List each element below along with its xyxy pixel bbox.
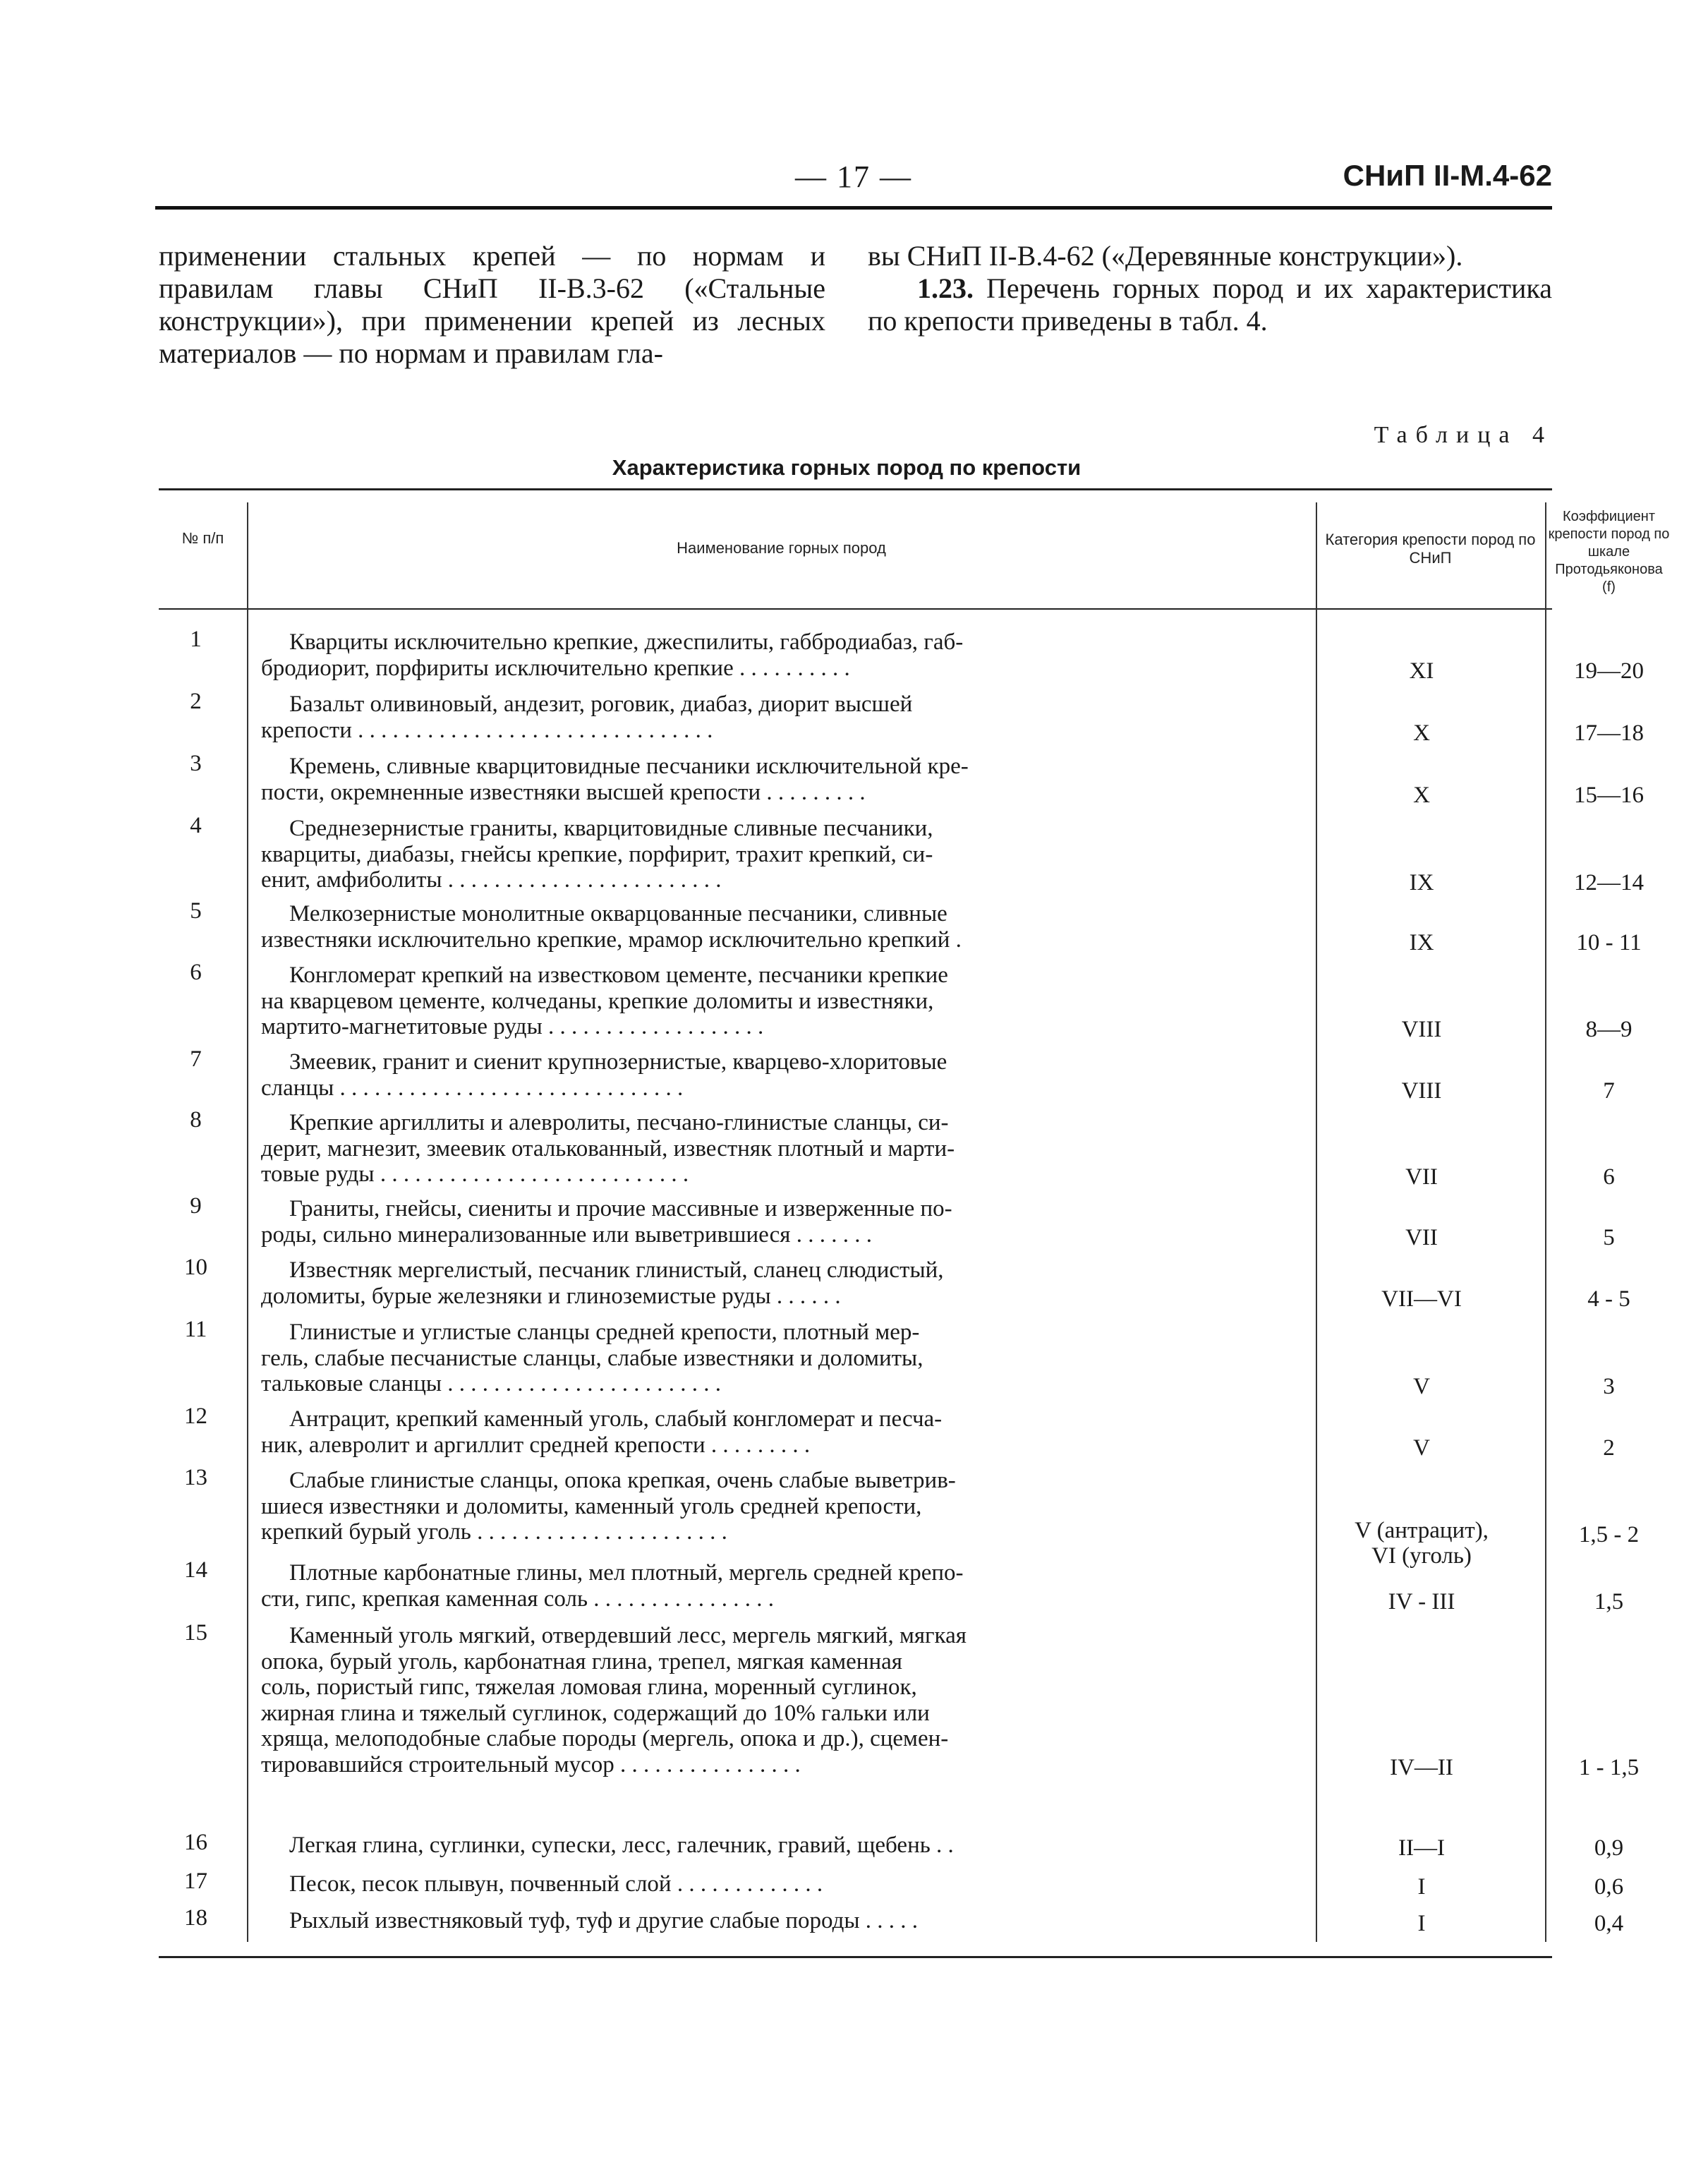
intro-right-column [868, 240, 1552, 337]
rock-name-line: товые руды . . . . . . . . . . . . . . . . . . . . . . . . . . . [261, 1161, 689, 1187]
rock-name-line: крепкий бурый уголь . . . . . . . . . . . . . . . . . . . . . . [261, 1519, 727, 1545]
row-number: 3 [190, 751, 202, 776]
rock-name-line: Слабые глинистые сланцы, опока крепкая, очень слабые выветрив- [289, 1468, 956, 1493]
rock-name-line: опока, бурый уголь, карбонатная глина, трепел, мягкая каменная [261, 1648, 902, 1674]
rock-name-line: Граниты, гнейсы, сиениты и прочие массивные и изверженные по- [289, 1196, 952, 1221]
rock-name-line: Базальт оливиновый, андезит, роговик, диабаз, диорит высшей [289, 692, 913, 717]
row-number: 13 [184, 1465, 207, 1490]
rock-name [261, 1560, 1295, 1612]
rock-name [261, 1908, 1295, 1934]
rock-name-line: Конгломерат крепкий на известковом цементе, песчаники крепкие [289, 962, 948, 988]
rock-name [261, 1257, 1295, 1309]
document-code: СНиП II-М.4-62 [1343, 159, 1552, 192]
rock-name [261, 816, 1295, 893]
strength-coefficient: 4 - 5 [1587, 1286, 1630, 1312]
row-number: 12 [184, 1404, 207, 1429]
strength-coefficient: 3 [1603, 1374, 1615, 1399]
rock-name-line: Рыхлый известняковый туф, туф и другие слабые породы . . . . . [289, 1908, 919, 1933]
row-number: 6 [190, 960, 202, 985]
strength-coefficient: 0,4 [1594, 1911, 1624, 1936]
rock-name [261, 1049, 1295, 1101]
rock-name [261, 629, 1295, 681]
row-number: 18 [184, 1905, 207, 1931]
intro-right-paragraph-2 [868, 272, 1552, 337]
strength-coefficient: 12—14 [1574, 870, 1644, 895]
rock-name-line: Змеевик, гранит и сиенит крупнозернистые, кварцево-хлоритовые [289, 1049, 947, 1075]
strength-coefficient: 1,5 [1594, 1588, 1624, 1614]
rock-name-line: на кварцевом цементе, колчеданы, крепкие доломиты и известняки, [261, 988, 934, 1014]
rock-name-line: мартито-магнетитовые руды . . . . . . . . . . . . . . . . . . . [261, 1014, 764, 1039]
row-number: 8 [190, 1107, 202, 1133]
intro-text [159, 240, 1552, 374]
strength-coefficient: 8—9 [1585, 1017, 1633, 1042]
rock-name-line: Кварциты исключительно крепкие, джеспилиты, габбродиабаз, габ- [289, 629, 964, 655]
rock-name-line: Плотные карбонатные глины, мел плотный, мергель средней крепо- [289, 1560, 964, 1586]
row-number: 11 [184, 1317, 207, 1342]
strength-coefficient: 19—20 [1574, 658, 1644, 684]
rock-name [261, 1833, 1295, 1859]
strength-category: VIII [1401, 1017, 1442, 1042]
page-number: — 17 — [795, 159, 912, 194]
rock-name-line: дерит, магнезит, змеевик оталькованный, известняк плотный и марти- [261, 1135, 955, 1161]
strength-category: V (антрацит), VI (уголь) [1355, 1518, 1489, 1569]
header-category: Категория крепости пород по СНиП [1325, 531, 1536, 567]
strength-category: IX [1409, 870, 1434, 895]
column-rule-2 [1316, 502, 1317, 1942]
strength-category: IX [1409, 929, 1434, 955]
rock-name-line: Кремень, сливные кварцитовидные песчаники исключительной кре- [289, 754, 969, 779]
strength-category: IV - III [1388, 1588, 1455, 1614]
rock-name-line: ник, алевролит и аргиллит средней крепости . . . . . . . . . [261, 1432, 811, 1458]
table-label: Таблица 4 [1374, 422, 1553, 448]
row-number: 1 [190, 627, 202, 652]
row-number: 2 [190, 689, 202, 714]
strength-category: VII—VI [1381, 1286, 1462, 1312]
strength-coefficient: 5 [1603, 1224, 1615, 1250]
rock-name-line: Антрацит, крепкий каменный уголь, слабый конгломерат и песча- [289, 1406, 943, 1432]
row-number: 7 [190, 1046, 202, 1072]
rock-name-line: бродиорит, порфириты исключительно крепкие . . . . . . . . . . [261, 655, 850, 681]
row-number: 15 [184, 1620, 207, 1646]
rock-name-line: крепости . . . . . . . . . . . . . . . . . . . . . . . . . . . . . . . [261, 717, 713, 743]
rock-name-line: тировавшийся строительный мусор . . . . . . . . . . . . . . . . [261, 1751, 801, 1777]
intro-right-paragraph-1: вы СНиП II-В.4-62 («Деревянные конструкции»). [868, 240, 1463, 272]
strength-category: X [1413, 720, 1430, 746]
column-rule-1 [247, 502, 248, 1942]
strength-category: VII [1405, 1164, 1438, 1190]
rock-name-line: пости, окремненные известняки высшей крепости . . . . . . . . . [261, 779, 866, 805]
rock-name-line: Легкая глина, суглинки, супески, лесс, галечник, гравий, щебень . . [289, 1833, 954, 1858]
rock-name-line: известняки исключительно крепкие, мрамор исключительно крепкий . [261, 926, 962, 953]
rock-name-line: шиеся известняки и доломиты, каменный уголь средней крепости, [261, 1493, 922, 1519]
strength-coefficient: 0,6 [1594, 1874, 1624, 1900]
header-coefficient: Коэффициент крепости пород по шкале Протодьяконова (f) [1548, 509, 1670, 595]
rock-name-line: сти, гипс, крепкая каменная соль . . . . . . . . . . . . . . . . [261, 1586, 775, 1612]
row-number: 17 [184, 1869, 207, 1894]
rock-name-line: енит, амфиболиты . . . . . . . . . . . . . . . . . . . . . . . . [261, 867, 722, 893]
table-header-rule [159, 608, 1552, 610]
rock-name-line: тальковые сланцы . . . . . . . . . . . . . . . . . . . . . . . . [261, 1371, 722, 1396]
rock-name [261, 1468, 1295, 1545]
strength-category: II—I [1398, 1835, 1445, 1861]
rock-name [261, 754, 1295, 805]
rock-name [261, 962, 1295, 1040]
strength-coefficient: 0,9 [1594, 1835, 1624, 1861]
strength-coefficient: 6 [1603, 1164, 1615, 1190]
row-number: 16 [184, 1830, 207, 1855]
rock-name-line: гель, слабые песчанистые сланцы, слабые известняки и доломиты, [261, 1345, 923, 1371]
header-rock-name: Наименование горных пород [677, 539, 886, 557]
strength-category: XI [1409, 658, 1434, 684]
rock-name [261, 1871, 1295, 1897]
strength-category: V [1413, 1435, 1430, 1461]
strength-coefficient: 1,5 - 2 [1578, 1522, 1640, 1547]
rock-name-line: роды, сильно минерализованные или выветрившиеся . . . . . . . [261, 1221, 872, 1248]
rock-name-line: кварциты, диабазы, гнейсы крепкие, порфирит, трахит крепкий, си- [261, 841, 933, 867]
row-number: 9 [190, 1193, 202, 1219]
strength-category: V [1413, 1374, 1430, 1399]
section-text: Перечень горных пород и их характеристика по крепости приведены в табл. 4. [868, 272, 1553, 337]
strength-category: IV—II [1390, 1754, 1453, 1780]
section-number: 1.23. [917, 272, 974, 304]
rock-name [261, 1320, 1295, 1397]
column-rule-3 [1545, 502, 1546, 1942]
row-number: 10 [184, 1255, 207, 1280]
row-number: 4 [190, 813, 202, 838]
row-number: 5 [190, 898, 202, 924]
rock-name-line: Известняк мергелистый, песчаник глинистый, сланец слюдистый, [289, 1257, 944, 1283]
strength-coefficient: 15—16 [1574, 782, 1644, 808]
rock-name-line: соль, пористый гипс, тяжелая ломовая глина, моренный суглинок, [261, 1674, 917, 1700]
table-bottom-rule [159, 1956, 1552, 1958]
table-top-rule [159, 488, 1552, 490]
rock-name-line: доломиты, бурые железняки и глиноземистые руды . . . . . . [261, 1283, 841, 1309]
page-header [155, 159, 1552, 208]
strength-coefficient: 7 [1603, 1078, 1615, 1104]
rock-name [261, 1406, 1295, 1458]
rock-name [261, 692, 1295, 743]
rock-name-line: Песок, песок плывун, почвенный слой . . . . . . . . . . . . . [289, 1871, 823, 1897]
rock-name [261, 1196, 1295, 1248]
intro-left-column: применении стальных крепей — по нормам и правилам главы СНиП II-В.3-62 («Стальные конструкции»), при применении крепей из лесных материалов — по нормам и правилам гла- [159, 240, 825, 369]
rock-name-line: хряща, мелоподобные слабые породы (мергель, опока и др.), сцемен- [261, 1726, 949, 1751]
strength-coefficient: 10 - 11 [1576, 929, 1642, 955]
rock-name [261, 1623, 1295, 1777]
rock-name [261, 1110, 1295, 1188]
row-number: 14 [184, 1557, 207, 1583]
table-title: Характеристика горных пород по крепости [612, 455, 1082, 480]
strength-category: X [1413, 782, 1430, 808]
header-rule [155, 206, 1552, 210]
strength-category: VII [1405, 1224, 1438, 1250]
header-number: № п/п [181, 529, 224, 547]
rock-name [261, 901, 1295, 953]
rock-name-line: Крепкие аргиллиты и алевролиты, песчано-глинистые сланцы, си- [289, 1110, 949, 1135]
rock-name-line: Мелкозернистые монолитные окварцованные песчаники, сливные [289, 901, 947, 926]
rock-name-line: Глинистые и углистые сланцы средней крепости, плотный мер- [289, 1320, 920, 1345]
strength-category: VIII [1401, 1078, 1442, 1104]
strength-coefficient: 1 - 1,5 [1578, 1754, 1640, 1780]
rock-name-line: сланцы . . . . . . . . . . . . . . . . . . . . . . . . . . . . . . [261, 1075, 684, 1101]
strength-category: I [1417, 1874, 1426, 1900]
rock-name-line: жирная глина и тяжелый суглинок, содержащий до 10% гальки или [261, 1700, 930, 1726]
rock-name-line: Каменный уголь мягкий, отвердевший лесс, мергель мягкий, мягкая [289, 1623, 967, 1648]
strength-coefficient: 2 [1603, 1435, 1615, 1461]
rock-strength-table [159, 488, 1670, 1970]
strength-coefficient: 17—18 [1574, 720, 1644, 746]
strength-category: I [1417, 1911, 1426, 1936]
rock-name-line: Среднезернистые граниты, кварцитовидные сливные песчаники, [289, 816, 933, 841]
